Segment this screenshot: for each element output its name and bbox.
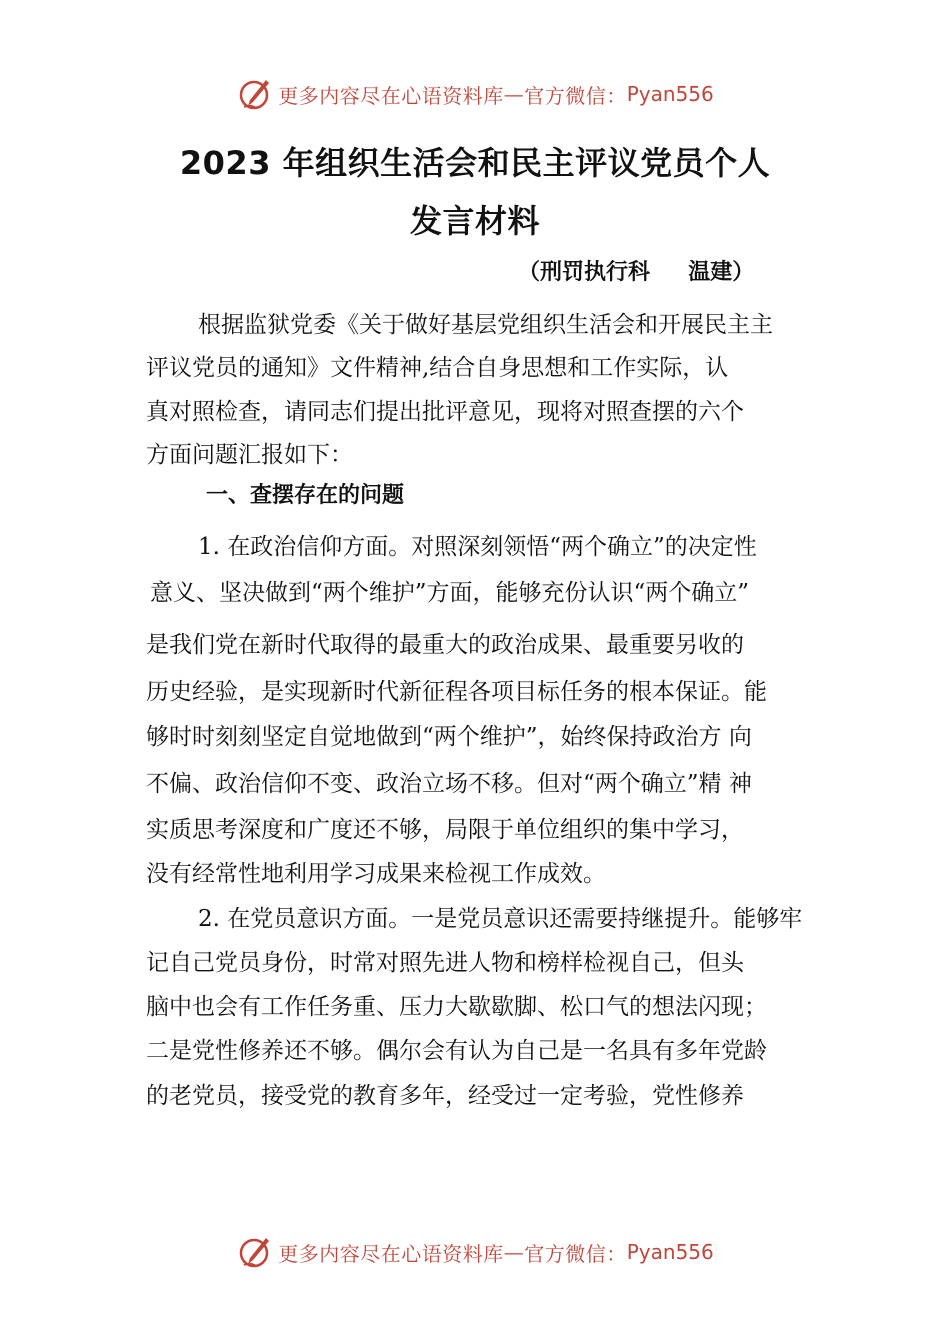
watermark-text: 更多内容尽在心语资料库 xyxy=(278,1241,504,1266)
paragraph-1-line: 历史经验，是实现新时代新征程各项目标任务的根本保证。能 xyxy=(146,679,767,705)
paragraph-1-line: 1. 在政治信仰方面。对照深刻领悟“两个确立”的决定性 xyxy=(198,534,757,560)
author-byline: （刑罚执行科 温建） xyxy=(518,260,755,285)
watermark-wechat-id: Pyan556 xyxy=(626,82,714,106)
footer-watermark xyxy=(0,1232,950,1272)
paragraph-2-line: 记自己党员身份，时常对照先进人物和榜样检视自己，但头 xyxy=(146,950,744,976)
watermark-wechat-label: 官方微信： xyxy=(524,1241,627,1266)
paragraph-1-line: 没有经常性地利用学习成果来检视工作成效。 xyxy=(146,861,606,887)
watermark-dash: — xyxy=(503,82,525,106)
intro-line: 评议党员的通知》文件精神,结合自身思想和工作实际，认 xyxy=(146,355,729,381)
paragraph-1-line: 是我们党在新时代取得的最重大的政治成果、最重要另收的 xyxy=(146,632,744,658)
paragraph-1-line: 不偏、政治信仰不变、政治立场不移。但对“两个确立”精 神 xyxy=(146,771,752,797)
document-title-line-2: 发言材料 xyxy=(409,202,540,240)
paragraph-1-line: 意义、坚决做到“两个维护”方面，能够充份认识“两个确立” xyxy=(150,580,750,606)
paragraph-1-line: 够时时刻刻坚定自觉地做到“两个维护”，始终保持政治方 向 xyxy=(146,724,752,750)
watermark-wechat-id: Pyan556 xyxy=(626,1240,714,1264)
paragraph-2-line: 二是党性修养还不够。偶尔会有认为自己是一名具有多年党龄 xyxy=(146,1038,767,1064)
quill-logo-icon xyxy=(236,76,272,112)
section-heading: 一、查摆存在的问题 xyxy=(206,483,405,508)
watermark-wechat-label: 官方微信： xyxy=(524,83,627,108)
intro-line: 方面问题汇报如下： xyxy=(146,442,353,468)
watermark-text: 更多内容尽在心语资料库 xyxy=(278,83,504,108)
quill-logo-icon xyxy=(236,1234,272,1270)
intro-line: 根据监狱党委《关于做好基层党组织生活会和开展民主主 xyxy=(198,312,773,338)
watermark-dash: — xyxy=(503,1240,525,1264)
paragraph-2-line: 的老党员，接受党的教育多年，经受过一定考验，党性修养 xyxy=(146,1083,744,1109)
header-watermark xyxy=(0,74,950,114)
paragraph-2-line: 脑中也会有工作任务重、压力大歇歇脚、松口气的想法闪现； xyxy=(146,994,767,1020)
paragraph-2-line: 2. 在党员意识方面。一是党员意识还需要持继提升。能够牢 xyxy=(198,906,803,932)
intro-line: 真对照检查，请同志们提出批评意见，现将对照查摆的六个 xyxy=(146,399,744,425)
paragraph-1-line: 实质思考深度和广度还不够，局限于单位组织的集中学习， xyxy=(146,817,744,843)
document-title-line-1: 2023 年组织生活会和民主评议党员个人 xyxy=(179,144,771,182)
